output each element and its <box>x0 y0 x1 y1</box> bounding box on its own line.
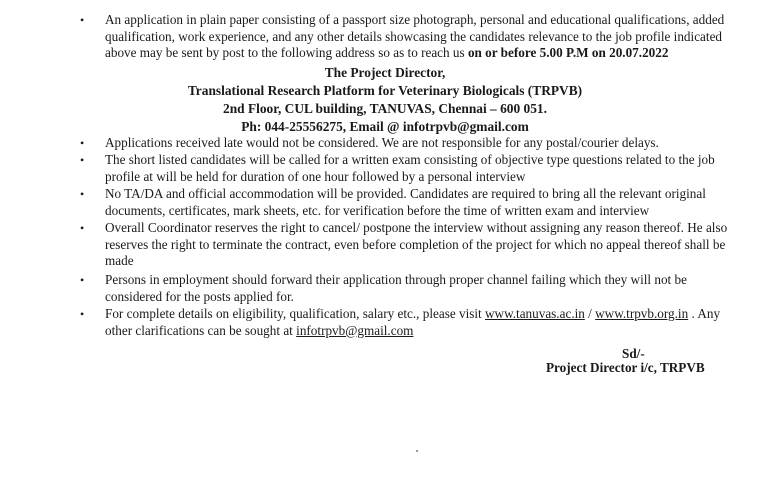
address-recipient: The Project Director, <box>324 65 446 80</box>
bullet-icon: • <box>80 307 85 321</box>
address-street: 2nd Floor, CUL building, TANUVAS, Chennai – 600 051. <box>223 101 547 116</box>
list-item: • Overall Coordinator reserves the right to cancel/ postpone the interview without assigning any reason thereof. He also reserves the right to terminate the contract, even before completion of the project for which no appeal thereof shall be made <box>80 220 728 268</box>
application-instructions: An application in plain paper consisting of a passport size photograph, personal and educational qualifications, added qualification, work experience, and any other details showcasing the candidates relevance to the job profile indicated above may be sent by post to the following address so as to reach us on or before 5.00 P.M on 20.07.2022 <box>105 12 725 60</box>
bullet-icon: • <box>80 221 85 235</box>
list-item: • For complete details on eligibility, qualification, salary etc., please visit www.tanuvas.ac.in / www.trpvb.org.in . Any other clarifications can be sought at infotrpvb@gmail.com <box>80 306 721 338</box>
signature-mark: Sd/- <box>622 346 645 361</box>
list-item: • Applications received late would not be considered. We are not responsible for any postal/courier delays. <box>80 135 659 150</box>
signature-title: Project Director i/c, TRPVB <box>546 360 705 375</box>
postal-address <box>60 64 710 136</box>
bullet-icon: • <box>80 13 85 27</box>
bullet-icon: • <box>80 136 85 150</box>
address-contact: Ph: 044-25556275, Email @ infotrpvb@gmail.com <box>241 119 529 134</box>
list-item: • Persons in employment should forward their application through proper channel failing which they will not be considered for the posts applied for. <box>80 272 687 304</box>
bullet-icon: • <box>80 187 85 201</box>
list-item: • No TA/DA and official accommodation will be provided. Candidates are required to bring all the relevant original documents, certificates, mark sheets, etc. for verification before the time of written exam and interview <box>80 186 706 218</box>
speck <box>416 450 418 452</box>
address-organization: Translational Research Platform for Veterinary Biologicals (TRPVB) <box>187 83 583 98</box>
tanuvas-link[interactable]: www.tanuvas.ac.in <box>485 306 585 321</box>
trpvb-link[interactable]: www.trpvb.org.in <box>595 306 689 321</box>
deadline: on or before 5.00 P.M on 20.07.2022 <box>467 45 669 60</box>
email-link[interactable]: infotrpvb@gmail.com <box>296 322 414 338</box>
bullet-icon: • <box>80 273 85 287</box>
bullet-icon: • <box>80 153 85 167</box>
list-item: • The short listed candidates will be called for a written exam consisting of objective type questions related to the job profile at will be held for duration of one hour followed by a personal interview <box>80 152 715 184</box>
list-item <box>80 12 725 62</box>
